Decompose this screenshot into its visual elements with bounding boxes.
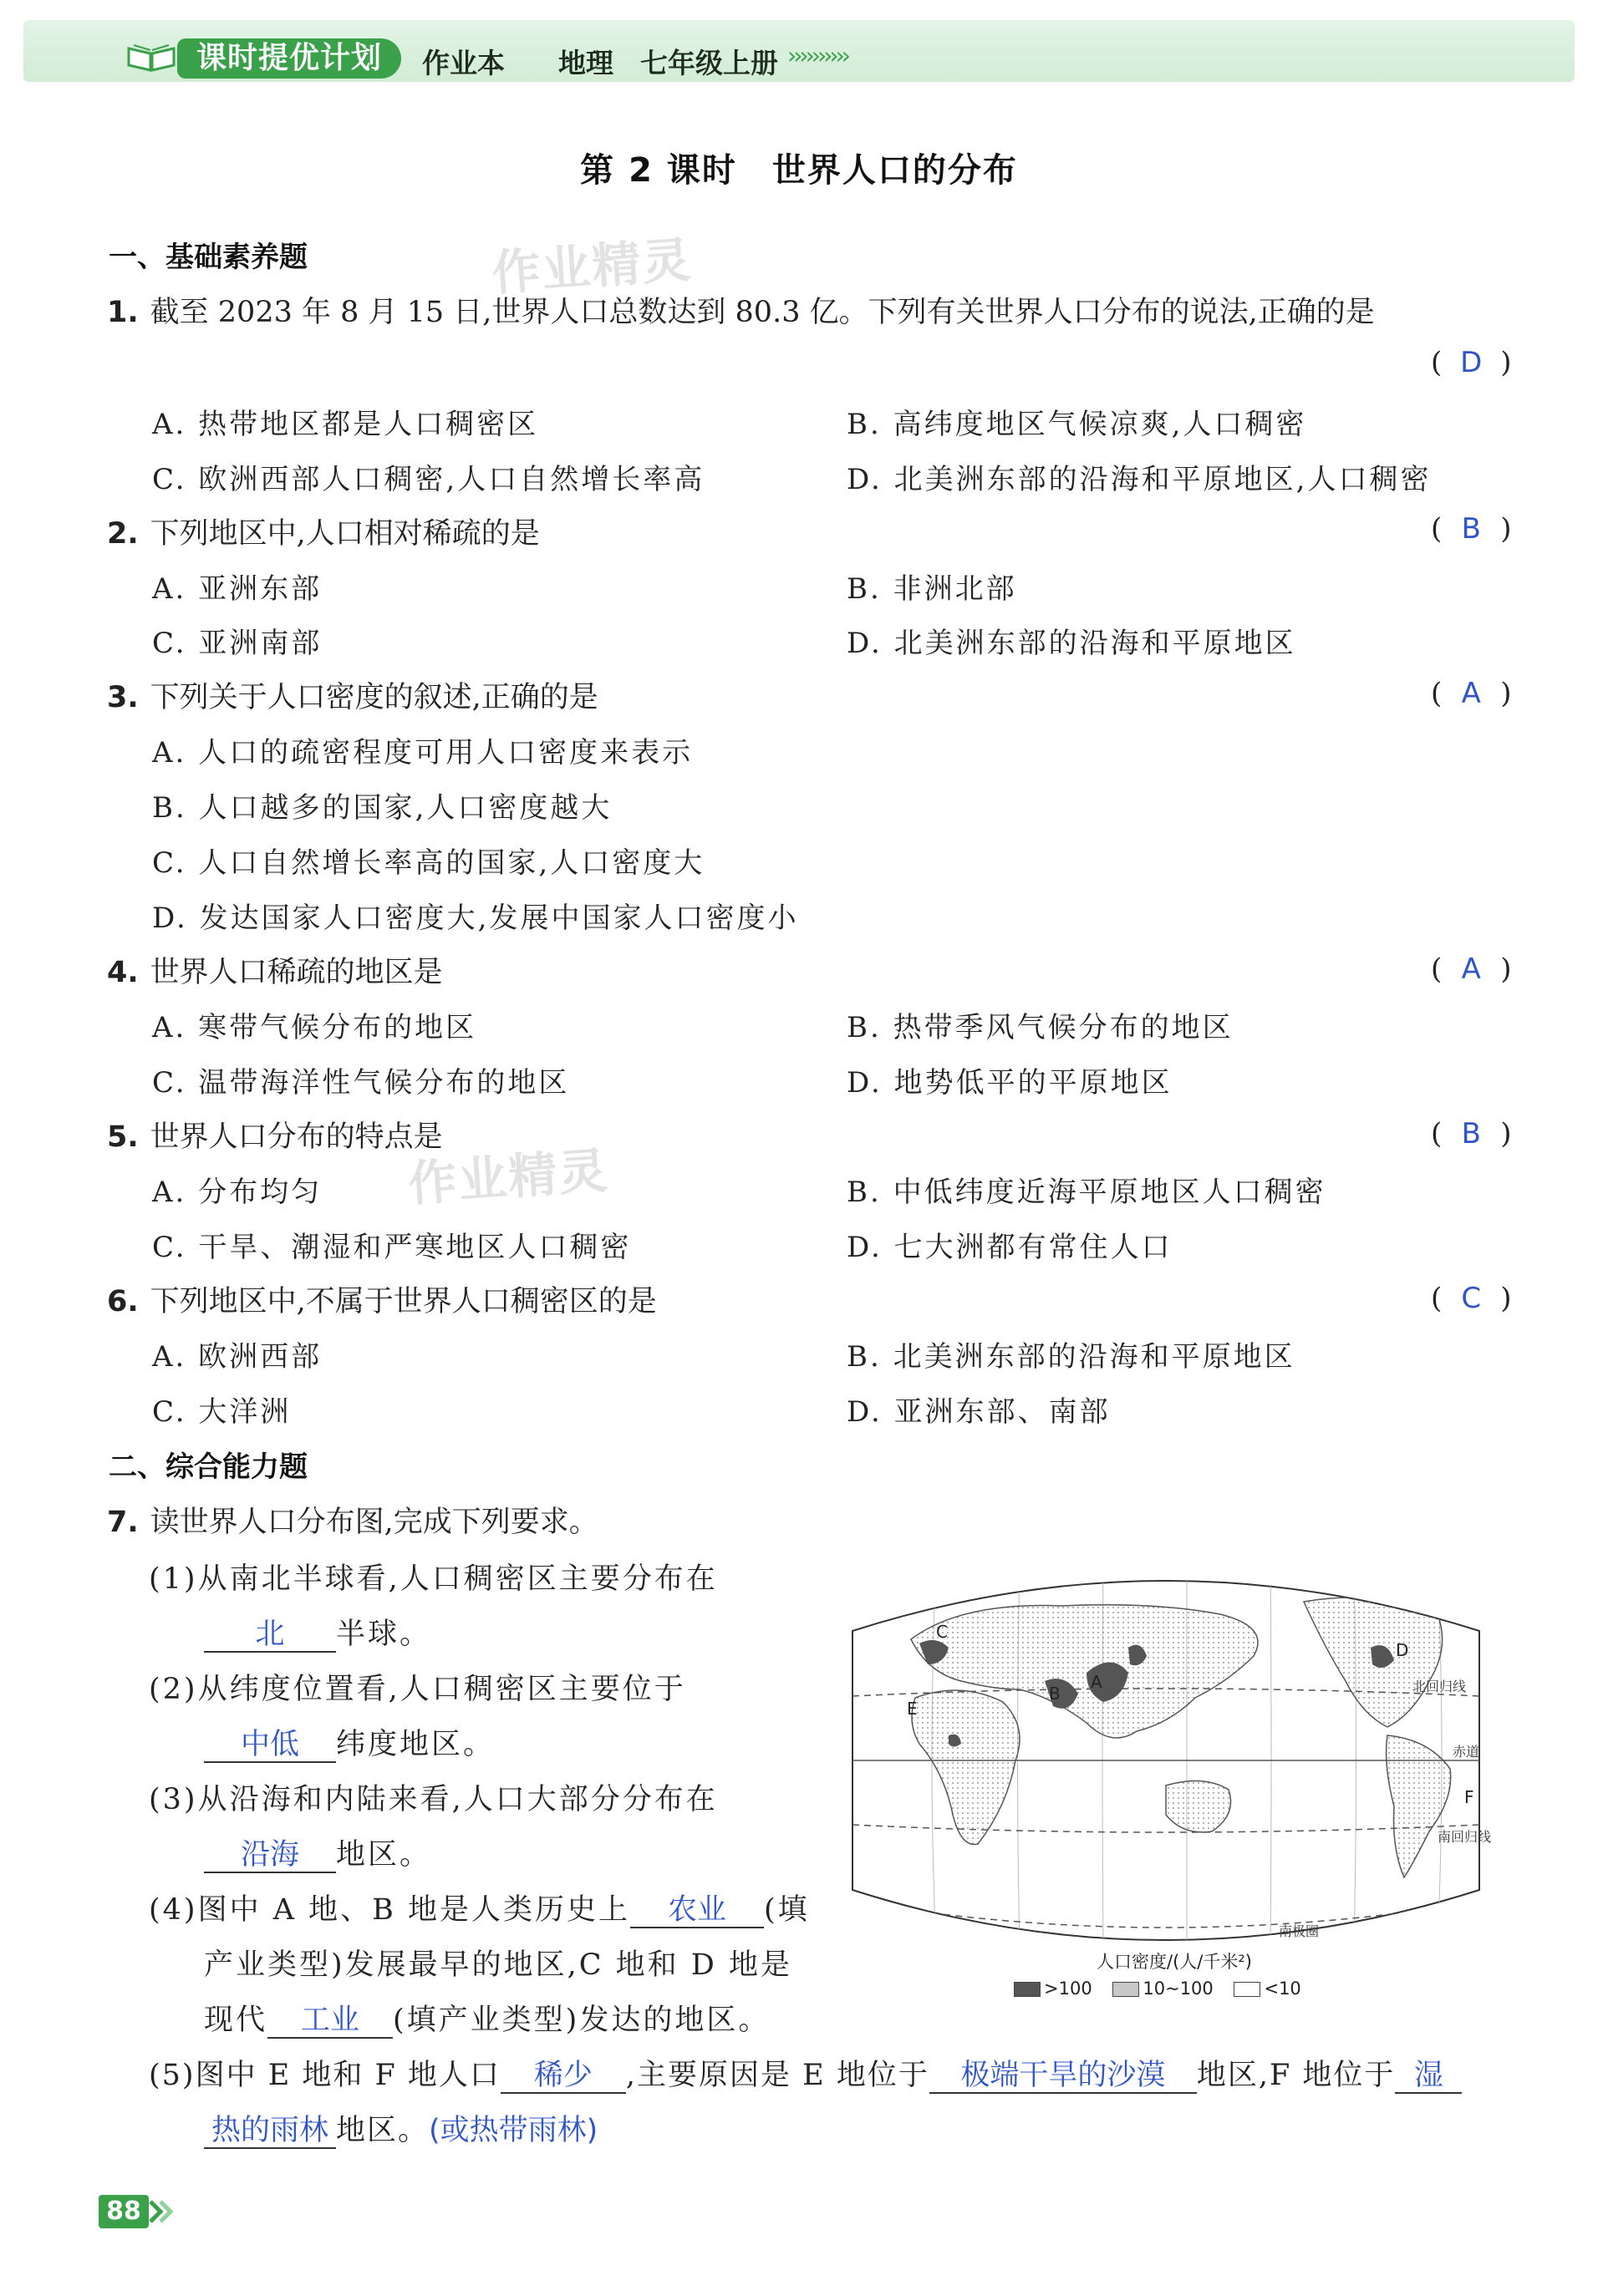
- legend-swatch-dense: [1014, 1982, 1041, 1997]
- option-b: B. 高纬度地区气候凉爽,人口稠密: [847, 408, 1307, 441]
- text: (4)图中 A 地、B 地是人类历史上: [149, 1893, 630, 1927]
- book-icon: [125, 42, 177, 72]
- answer-letter: B: [1461, 512, 1481, 546]
- q7-part-3-answer-line: [204, 1831, 431, 1873]
- question-4: [107, 949, 443, 991]
- q7-part-4-line-3: [204, 1997, 770, 2039]
- answer-blank: 热的雨林: [204, 2115, 336, 2149]
- answer-blank: 沿海: [204, 1839, 336, 1873]
- grade-label: 七年级上册: [640, 47, 778, 79]
- q7-part-5-line: [149, 2052, 1462, 2094]
- answer-blank: 极端干旱的沙漠: [929, 2060, 1197, 2094]
- answer-blank: 湿: [1395, 2060, 1462, 2094]
- option-a: A. 人口的疏密程度可用人口密度来表示: [152, 736, 694, 770]
- q7-part-4-line: [149, 1887, 810, 1928]
- option-d: D. 七大洲都有常住人口: [847, 1231, 1173, 1264]
- blank-suffix: 半球。: [336, 1618, 432, 1651]
- question-text: 读世界人口分布图,完成下列要求。: [150, 1506, 598, 1539]
- q7-part-5-line-2: [204, 2107, 598, 2149]
- text: (填产业类型)发达的地区。: [393, 2004, 771, 2037]
- question-number: 2.: [107, 517, 139, 551]
- question-text: 下列地区中,人口相对稀疏的是: [150, 517, 540, 551]
- option-c: C. 温带海洋性气候分布的地区: [152, 1066, 570, 1100]
- section-heading-advanced: 二、综合能力题: [109, 1450, 308, 1484]
- watermark: 作业精灵: [406, 1141, 611, 1213]
- question-number: 7.: [107, 1506, 139, 1539]
- blank-suffix: 纬度地区。: [336, 1728, 496, 1761]
- question-2: [107, 511, 540, 552]
- option-b: B. 热带季风气候分布的地区: [847, 1011, 1234, 1044]
- answer-3: ( A ): [1431, 677, 1512, 710]
- answer-blank: 农业: [630, 1894, 764, 1928]
- text: ,主要原因是 E 地位于: [625, 2059, 929, 2092]
- option-c: C. 亚洲南部: [152, 627, 323, 660]
- option-d: D. 北美洲东部的沿海和平原地区: [847, 627, 1296, 660]
- q7-part-1-line: (1)从南北半球看,人口稠密区主要分布在: [149, 1562, 718, 1596]
- tropic-of-cancer-label: 北回归线: [1412, 1679, 1467, 1694]
- chevron-decoration-icon: ››››››››››: [787, 42, 847, 69]
- answer-blank: 工业: [267, 2004, 393, 2039]
- option-a: A. 热带地区都是人口稠密区: [152, 408, 539, 441]
- answer-blank: 中低: [204, 1729, 336, 1763]
- question-number: 6.: [107, 1285, 139, 1318]
- question-text: 截至 2023 年 8 月 15 日,世界人口总数达到 80.3 亿。下列有关世界人口分布的说法,正确的是: [150, 296, 1375, 329]
- legend-items: [999, 1979, 1350, 1999]
- option-d: D. 发达国家人口密度大,发展中国家人口密度小: [152, 902, 799, 935]
- answer-6: ( C ): [1431, 1282, 1512, 1315]
- option-a: A. 寒带气候分布的地区: [152, 1011, 477, 1044]
- brand-label: 课时提优计划: [177, 38, 401, 79]
- option-d: D. 地势低平的平原地区: [847, 1066, 1173, 1100]
- answer-letter: C: [1461, 1282, 1482, 1315]
- option-b: B. 非洲北部: [847, 572, 1017, 606]
- option-a: A. 亚洲东部: [152, 572, 323, 606]
- option-c: C. 人口自然增长率高的国家,人口密度大: [152, 846, 705, 880]
- question-text: 世界人口稀疏的地区是: [150, 956, 443, 989]
- q7-part-1-answer-line: [204, 1611, 431, 1653]
- question-number: 5.: [107, 1120, 139, 1154]
- option-c: C. 欧洲西部人口稠密,人口自然增长率高: [152, 463, 705, 496]
- question-number: 4.: [107, 956, 139, 989]
- option-d: D. 北美洲东部的沿海和平原地区,人口稠密: [847, 463, 1432, 496]
- world-population-map: [836, 1556, 1496, 1957]
- answer-1: ( D ): [1431, 346, 1512, 379]
- map-label-a: A: [1091, 1672, 1102, 1692]
- map-label-f: F: [1464, 1787, 1474, 1807]
- text: 地区。: [336, 2114, 430, 2147]
- legend-swatch-sparse: [1234, 1982, 1260, 1997]
- map-label-e: E: [907, 1699, 918, 1719]
- q7-part-2-line: (2)从纬度位置看,人口稠密区主要位于: [149, 1673, 686, 1706]
- equator-label: 赤道: [1453, 1744, 1480, 1760]
- map-label-d: D: [1396, 1640, 1409, 1660]
- map-label-c: C: [936, 1622, 948, 1642]
- legend-label: <10: [1264, 1979, 1301, 1999]
- legend-label: 10~100: [1143, 1979, 1214, 1999]
- question-text: 下列地区中,不属于世界人口稠密区的是: [150, 1285, 657, 1318]
- watermark: 作业精灵: [490, 231, 695, 302]
- question-number: 3.: [107, 681, 139, 714]
- answer-letter: A: [1461, 677, 1481, 710]
- answer-5: ( B ): [1431, 1117, 1512, 1151]
- q7-part-3-line: (3)从沿海和内陆来看,人口大部分分布在: [149, 1783, 718, 1816]
- answer-blank: 北: [204, 1618, 336, 1653]
- answer-4: ( A ): [1431, 952, 1512, 986]
- text: 地区,F 地位于: [1196, 2059, 1396, 2092]
- map-label-b: B: [1049, 1684, 1061, 1704]
- alternative-answer: (或热带雨林): [429, 2114, 598, 2147]
- question-text: 下列关于人口密度的叙述,正确的是: [150, 681, 598, 714]
- section-heading-basic: 一、基础素养题: [109, 241, 308, 274]
- map-legend: [999, 1948, 1350, 1999]
- answer-letter: D: [1460, 346, 1483, 379]
- q7-part-4-line-2: 产业类型)发展最早的地区,C 地和 D 地是: [204, 1948, 792, 1982]
- option-b: B. 人口越多的国家,人口密度越大: [152, 791, 613, 825]
- option-c: C. 干旱、潮湿和严寒地区人口稠密: [152, 1231, 632, 1264]
- answer-blank: 稀少: [501, 2060, 626, 2094]
- subject-label: 地理: [558, 47, 613, 79]
- tropic-of-capricorn-label: 南回归线: [1438, 1829, 1492, 1845]
- question-text: 世界人口分布的特点是: [150, 1120, 443, 1154]
- page-number-badge: [99, 2195, 176, 2228]
- question-6: [107, 1278, 657, 1320]
- answer-letter: B: [1461, 1117, 1481, 1151]
- text: (填: [763, 1893, 810, 1927]
- option-c: C. 大洋洲: [152, 1395, 292, 1429]
- question-number: 1.: [107, 296, 139, 329]
- option-b: B. 中低纬度近海平原地区人口稠密: [847, 1176, 1326, 1209]
- blank-suffix: 地区。: [336, 1838, 432, 1872]
- q7-part-2-answer-line: [204, 1721, 495, 1763]
- chevron-right-icon: [149, 2198, 176, 2225]
- question-1: [107, 289, 1375, 331]
- legend-title: 人口密度/(人/千米²): [1097, 1952, 1252, 1972]
- option-b: B. 北美洲东部的沿海和平原地区: [847, 1340, 1295, 1374]
- option-a: A. 欧洲西部: [152, 1340, 323, 1374]
- text: (5)图中 E 地和 F 地人口: [149, 2059, 501, 2092]
- legend-swatch-medium: [1112, 1982, 1139, 1997]
- text: 现代: [204, 2004, 268, 2037]
- question-3: [107, 674, 598, 716]
- book-type-label: 作业本: [422, 47, 505, 79]
- answer-2: ( B ): [1431, 512, 1512, 546]
- option-a: A. 分布均匀: [152, 1176, 323, 1209]
- question-5: [107, 1114, 443, 1156]
- answer-letter: A: [1461, 952, 1481, 986]
- antarctic-circle-label: 南极圈: [1279, 1923, 1320, 1939]
- lesson-title: 第 2 课时 世界人口的分布: [580, 151, 1018, 190]
- question-7: [107, 1499, 598, 1541]
- page-number: 88: [99, 2195, 149, 2228]
- option-d: D. 亚洲东部、南部: [847, 1395, 1111, 1429]
- legend-label: >100: [1044, 1979, 1092, 1999]
